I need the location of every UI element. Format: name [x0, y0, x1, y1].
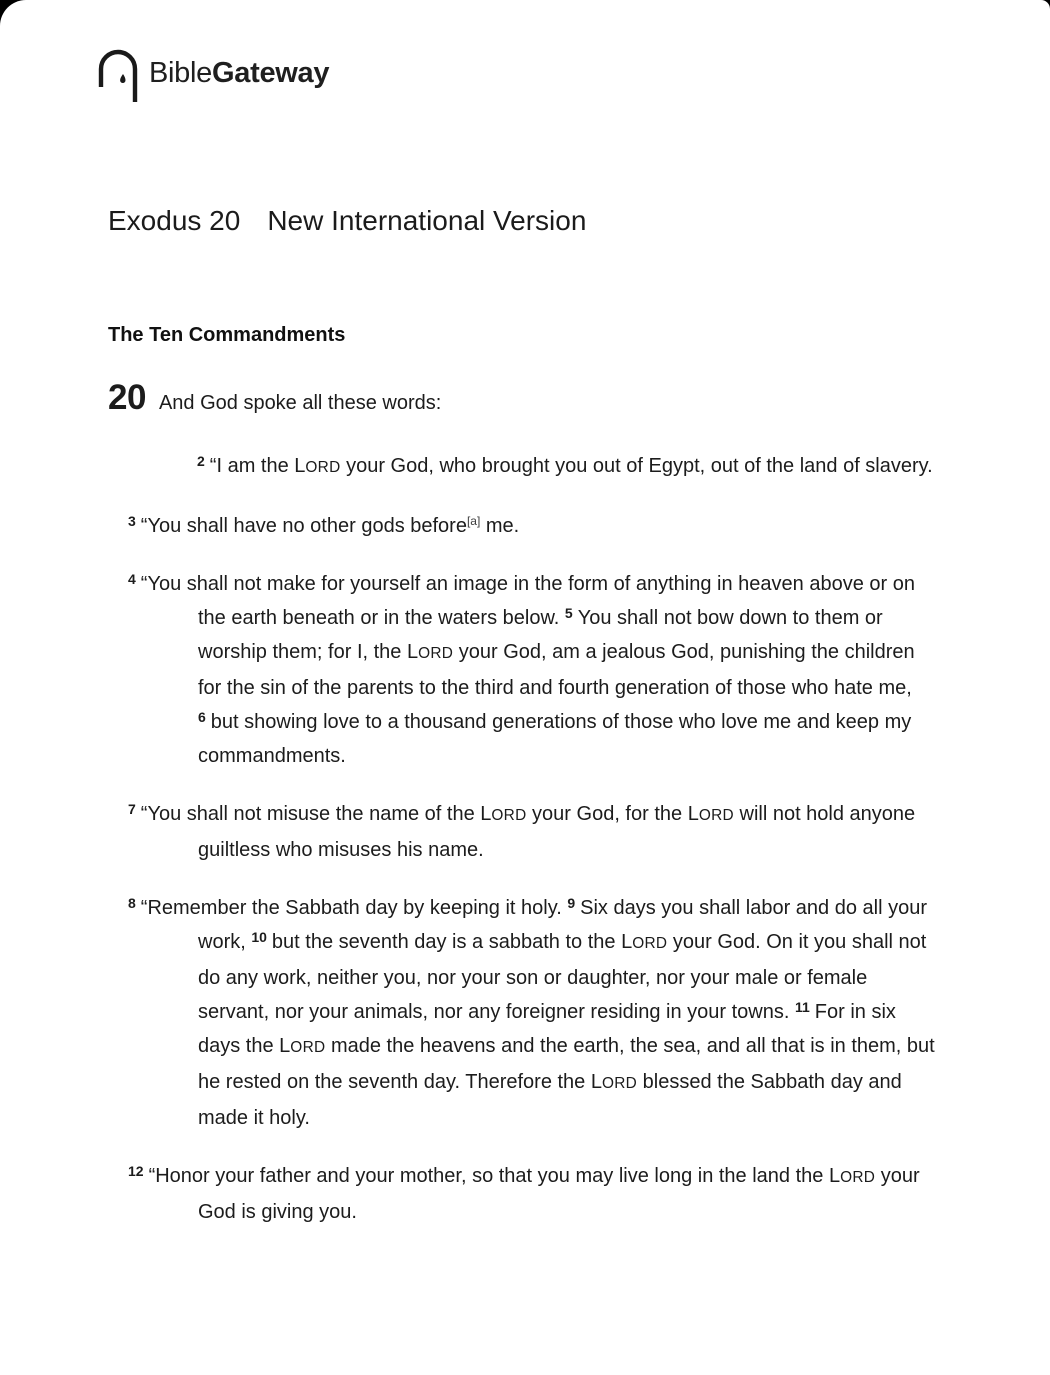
verse-paragraph: $^7$ “You shall not misuse the name of the LORD your God, for the LORD will not hold anyone guiltless who misuses his name. [128, 801, 916, 861]
verse-number: 8 [128, 895, 136, 912]
passage-version: New International Version [267, 205, 587, 236]
verse-paragraph: $^{12}$ “Honor your father and your mother, so that you may live long in the land the LORD your God is giving you. [128, 1163, 920, 1223]
verse-number: 5 [564, 605, 573, 622]
verse-number: 11 [794, 999, 810, 1016]
section-title: The Ten Commandments [108, 324, 346, 346]
brand-gateway: Gateway [212, 57, 330, 89]
verse-paragraph: $^8$ “Remember the Sabbath day by keeping it holy. $^9$ Six days you shall labor and do all your work, $^{10}$ but the seventh day is a sabbath to the LORD your God. On it you shall not do any work, neither you, nor your son or daughter, nor your male or female servant, nor your animals, nor any foreigner residing in your towns. $^{11}$ For in six days the LORD made the heavens and the earth, the sea, and all that is in them, but he rested on the seventh day. Therefore the LORD blessed the Sabbath day and made it holy. [128, 895, 935, 1129]
verse-paragraph: $^2$ “I am the LORD your God, who brought you out of Egypt, out of the land of slavery. [197, 453, 933, 477]
verse-number: 3 [128, 513, 136, 530]
chapter-opening-text: And God spoke all these words: [158, 392, 442, 414]
verse-number: 7 [128, 801, 136, 818]
passage-heading [108, 204, 942, 238]
footnote-link[interactable]: [a] [466, 514, 481, 529]
chapter-number: 20 [108, 378, 146, 417]
biblegateway-wordmark [149, 48, 329, 90]
verse-number: 10 [251, 929, 267, 946]
divine-name-small-caps: LORD [279, 1035, 326, 1057]
divine-name-small-caps: LORD [406, 641, 454, 663]
verse-number: 2 [197, 453, 205, 470]
divine-name-small-caps: LORD [687, 803, 734, 825]
chapter-opening-paragraph [108, 376, 942, 425]
verse-number: 6 [198, 709, 206, 726]
verses [128, 449, 942, 1229]
biblegateway-arch-icon [96, 48, 140, 102]
divine-name-small-caps: LORD [480, 803, 527, 825]
verse-number: 12 [128, 1163, 144, 1180]
verse-number: 4 [128, 571, 136, 588]
verse-paragraph: $^3$ “You shall have no other gods before[a] me. [128, 513, 520, 537]
divine-name-small-caps: LORD [294, 455, 341, 477]
passage-content [108, 204, 942, 1229]
divine-name-small-caps: LORD [828, 1165, 876, 1187]
biblegateway-logo[interactable] [0, 0, 1050, 102]
verse-number: 9 [567, 895, 576, 912]
passage-reference: Exodus 20 [108, 205, 241, 236]
divine-name-small-caps: LORD [621, 931, 668, 953]
brand-bible: Bible [149, 57, 212, 89]
divine-name-small-caps: LORD [590, 1071, 638, 1093]
verse-paragraph: $^4$ “You shall not make for yourself an image in the form of anything in heaven above or on the earth beneath or in the waters below. $^5$ You shall not bow down to them or worship them; for I, the LORD your God, am a jealous God, punishing the children for the sin of the parents to the third and fourth generation of those who hate me, $^6$ but showing love to a thousand generations of those who love me and keep my commandments. [128, 571, 915, 767]
